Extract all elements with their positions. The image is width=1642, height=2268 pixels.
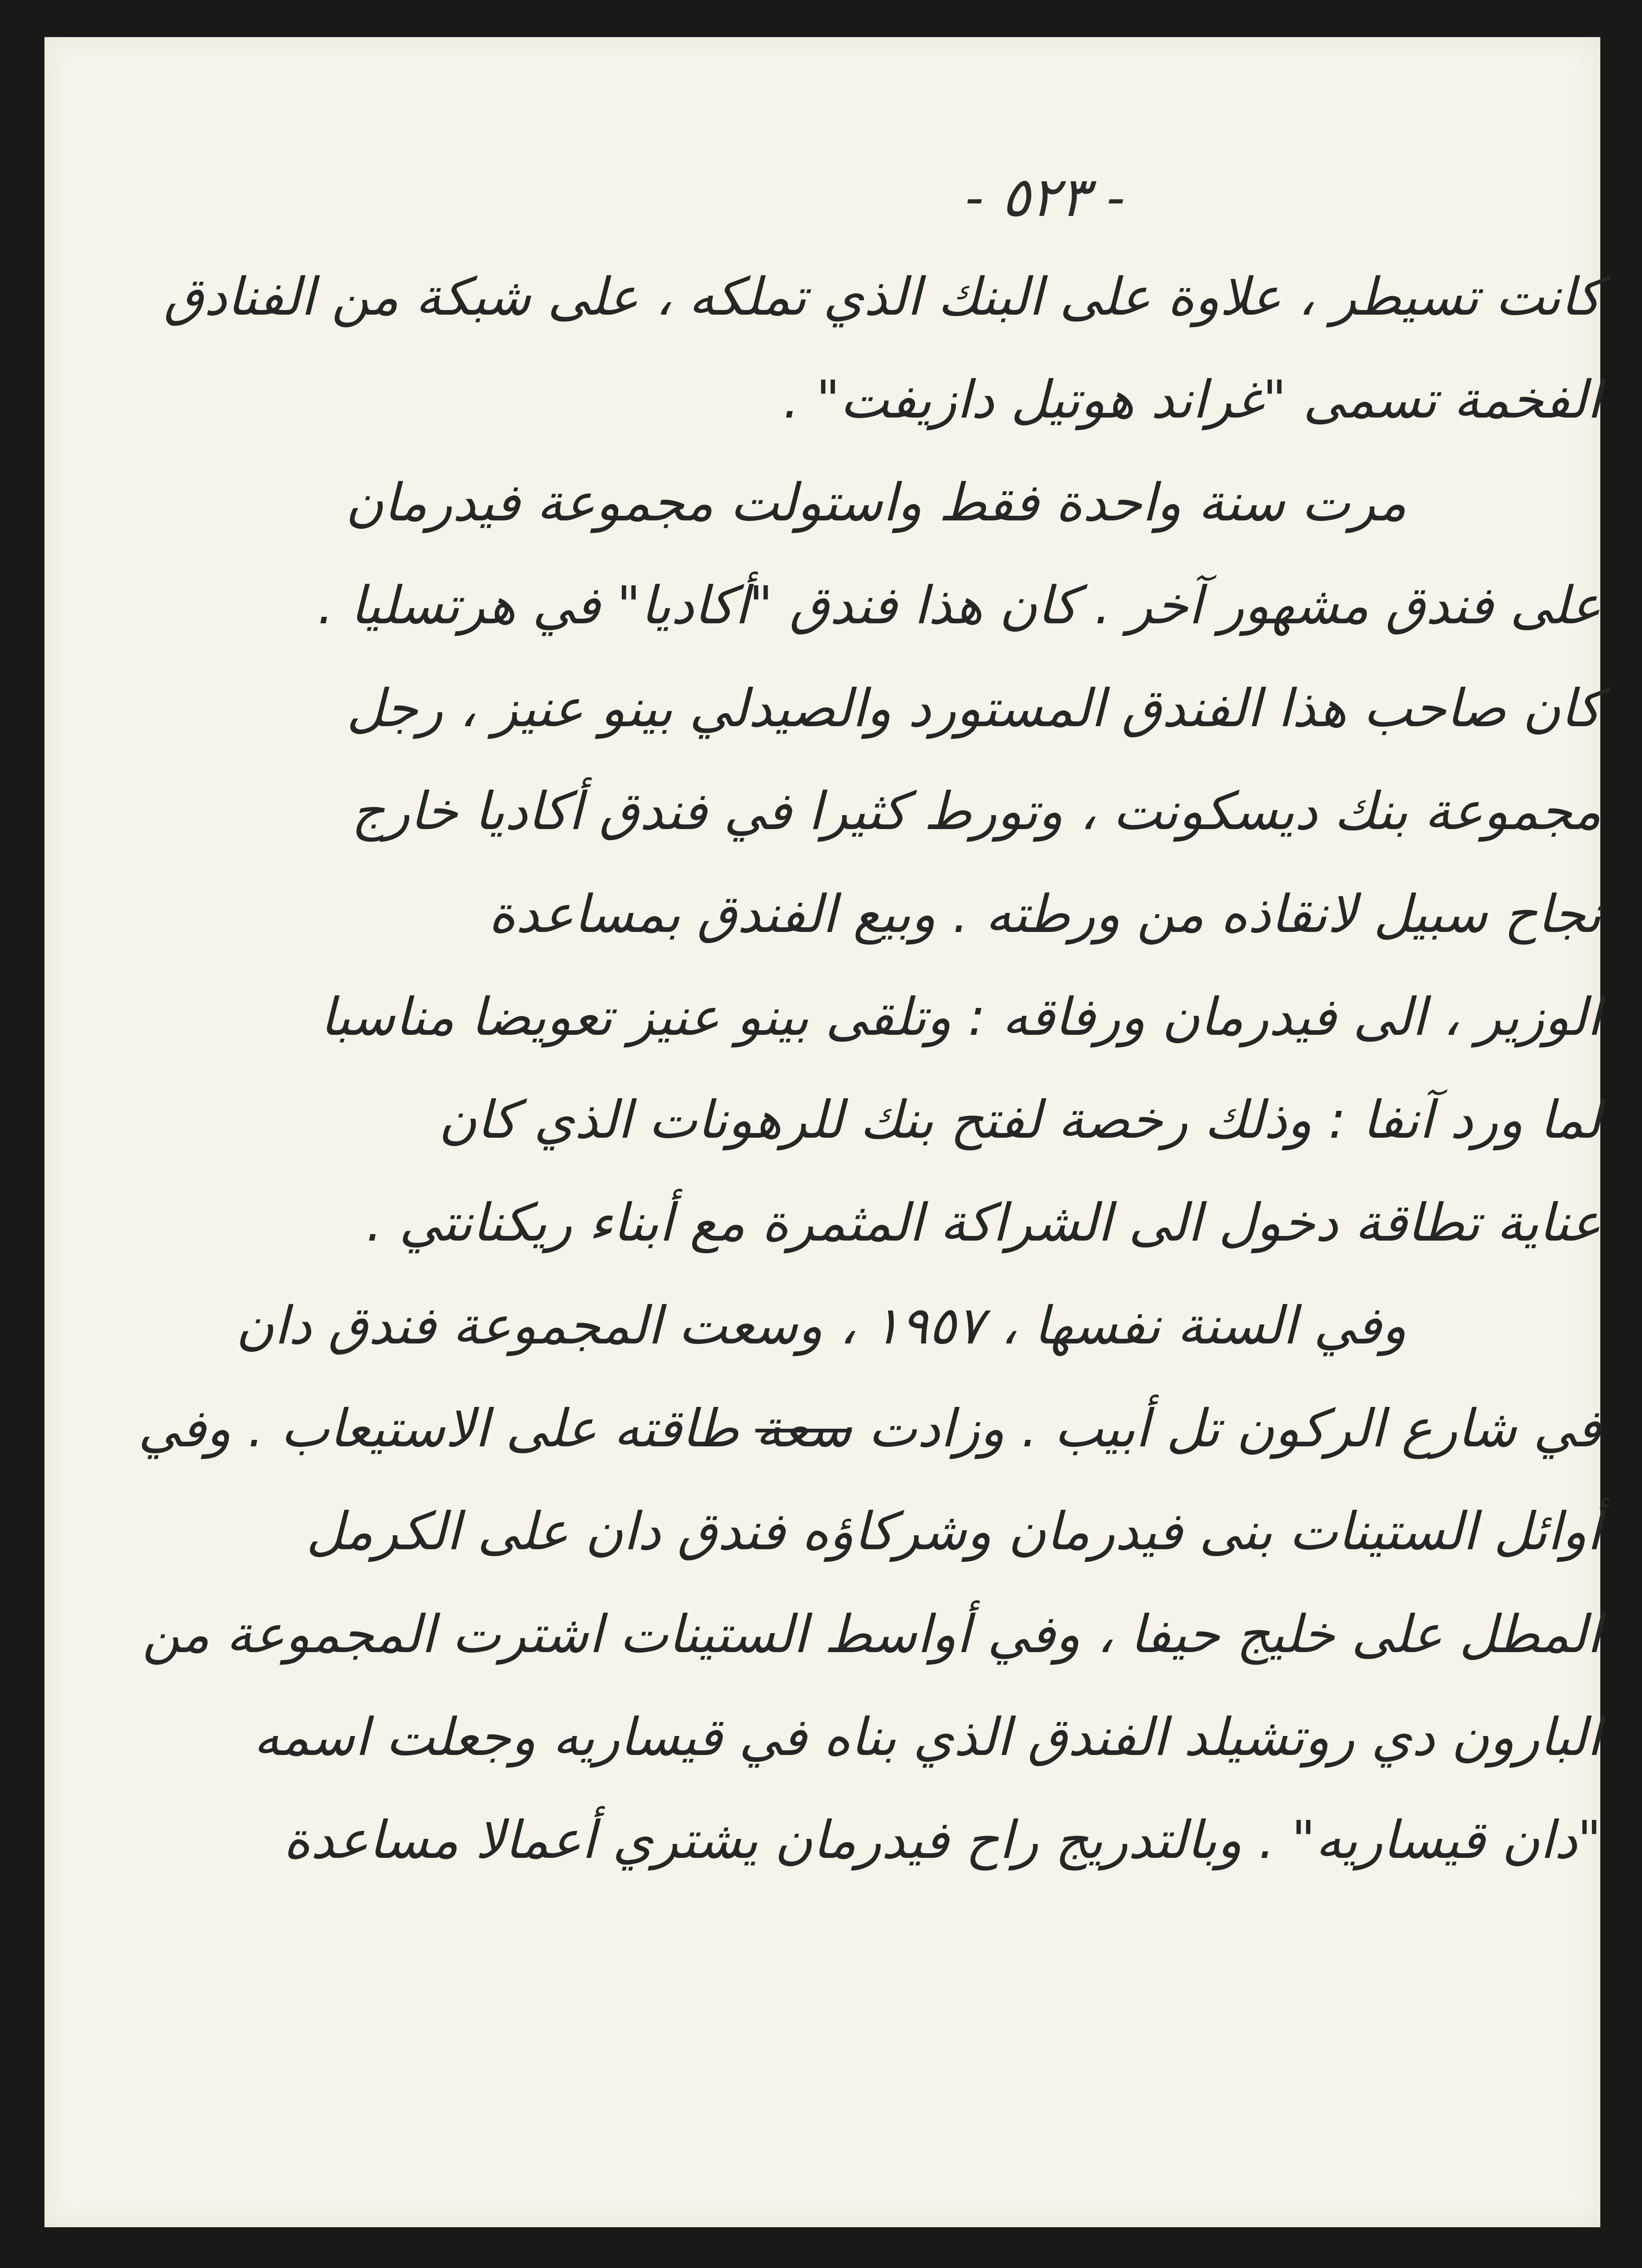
- text-line: كان صاحب هذا الفندق المستورد والصيدلي بينو عنيز ، رجل: [346, 678, 1601, 739]
- text-segment: طاقته على الاستيعاب . وفي: [138, 1399, 739, 1459]
- text-line: نجاح سبيل لانقاذه من ورطته . وبيع الفندق بمساعدة: [488, 884, 1601, 944]
- text-line: البارون دي روتشيلد الفندق الذي بناه في قيساريه وجعلت اسمه: [253, 1707, 1601, 1768]
- handwritten-text-block: [138, 246, 1601, 1892]
- text-line: مجموعة بنك ديسكونت ، وتورط كثيرا في فندق أكاديا خارج: [351, 781, 1601, 842]
- text-line-with-correction: [138, 1377, 1601, 1480]
- manuscript-page: [44, 37, 1600, 2227]
- text-line: لما ورد آنفا : وذلك رخصة لفتح بنك للرهونات الذي كان: [438, 1090, 1601, 1150]
- page-number: - ٥٢٣ -: [965, 165, 1125, 229]
- text-line: كانت تسيطر ، علاوة على البنك الذي تملكه ، على شبكة من الفنادق: [164, 267, 1601, 327]
- struck-word: سعة: [755, 1399, 852, 1459]
- text-line: الوزير ، الى فيدرمان ورفاقه : وتلقى بينو عنيز تعويضا مناسبا: [320, 987, 1601, 1047]
- text-line: وفي السنة نفسها ، ١٩٥٧ ، وسعت المجموعة فندق دان: [236, 1296, 1407, 1356]
- text-line: الفخمة تسمى "غراند هوتيل دازيفت" .: [783, 370, 1601, 430]
- text-line: على فندق مشهور آخر . كان هذا فندق "أكاديا" في هرتسليا .: [317, 576, 1601, 636]
- text-line: المطل على خليج حيفا ، وفي أواسط الستينات اشترت المجموعة من: [142, 1604, 1601, 1665]
- text-line: عناية تطاقة دخول الى الشراكة المثمرة مع أبناء ريكنانتي .: [366, 1193, 1601, 1253]
- text-line: مرت سنة واحدة فقط واستولت مجموعة فيدرمان: [345, 473, 1407, 533]
- text-segment: في شارع الركون تل أبيب . وزادت: [868, 1399, 1601, 1459]
- text-line: "دان قيساريه" . وبالتدريج راح فيدرمان يشتري أعمالا مساعدة: [283, 1810, 1601, 1870]
- text-line: أوائل الستينات بنى فيدرمان وشركاؤه فندق دان على الكرمل: [306, 1501, 1601, 1562]
